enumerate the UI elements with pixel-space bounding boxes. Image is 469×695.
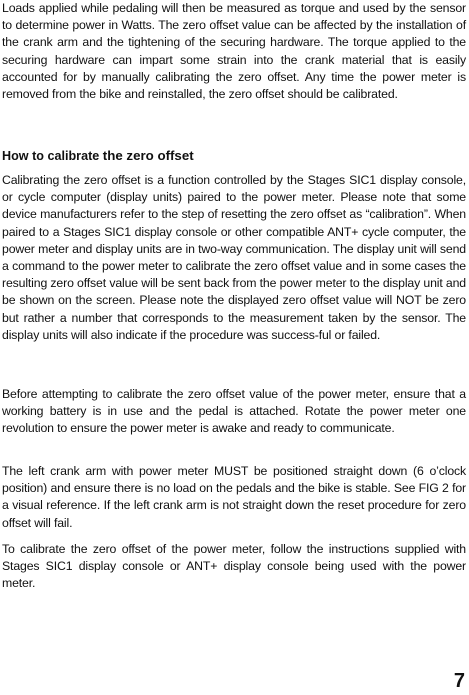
page-number: 7 bbox=[453, 670, 465, 692]
heading-part-2: the zero offset bbox=[102, 148, 194, 163]
paragraph-before-attempting: Before attempting to calibrate the zero offset value of the power meter, ensure that a working battery is in use and the pedal is attached. Rotate the power meter one revolution to ensure the power meter is awake and ready to communicate. bbox=[2, 387, 466, 436]
paragraph-intro: Loads applied while pedaling will then be measured as torque and used by the sensor to determine power in Watts. The zero offset value can be affected by the installation of the crank arm and the tightening of the securing hardware. The torque applied to the securing hardware can impart some strain into the crank material that is easily accounted for by manually calibrating the zero offset. Any time the power meter is removed from the bike and reinstalled, the zero offset should be calibrated. bbox=[2, 1, 466, 102]
paragraph-instructions: To calibrate the zero offset of the power meter, follow the instructions supplied with Stages SIC1 display console or ANT+ display console being used with the power meter. bbox=[2, 542, 466, 591]
paragraph-left-crank: The left crank arm with power meter MUST be positioned straight down (6 o’clock position) and ensure there is no load on the pedals and the bike is stable. See FIG 2 for a visual reference. If the left crank arm is not straight down the reset procedure for zero offset will fail. bbox=[2, 464, 466, 530]
heading-part-1: How to calibrate bbox=[2, 149, 103, 163]
paragraph-calibrating: Calibrating the zero offset is a function controlled by the Stages SIC1 display console, or cycle computer (display units) paired to the power meter. Please note that some device manufacturers refer to the step of resetting the zero offset as “calibration”. When paired to a Stages SIC1 display console or other compatible ANT+ cycle computer, the power meter and display units are in two-way communication. The display unit will send a command to the power meter to calibrate the zero offset value and in some cases the resulting zero offset value will be sent back from the power meter to the display unit and be shown on the screen. Please note the displayed zero offset value will NOT be zero but rather a number that corresponds to the measurement taken by the sensor. The display units will also indicate if the procedure was success-ful or failed. bbox=[2, 173, 466, 342]
section-heading bbox=[2, 148, 194, 163]
